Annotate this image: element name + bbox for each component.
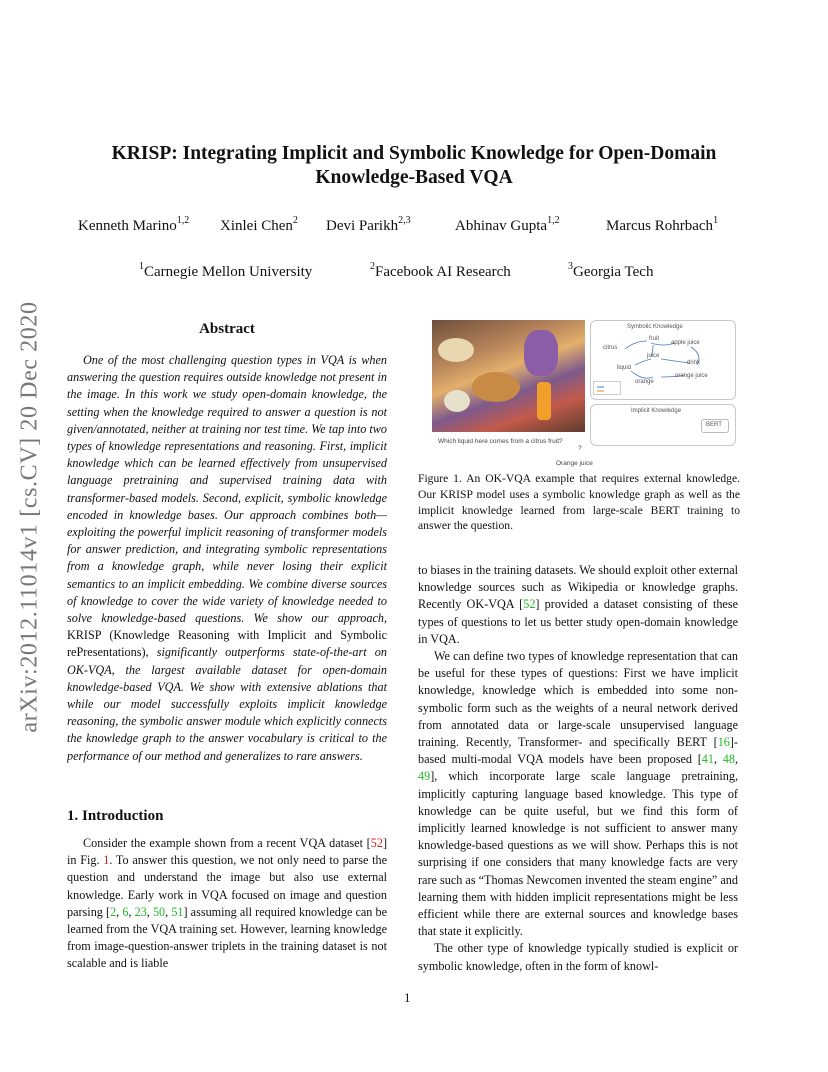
author: Marcus Rohrbach$^1$ (606, 215, 719, 234)
symbolic-knowledge-graph (590, 320, 736, 400)
citation-link[interactable]: 16 (717, 735, 730, 750)
author: Kenneth Marino$^{1,2}$ (78, 215, 190, 234)
citation-link[interactable]: 2 (110, 904, 117, 919)
affiliation: $^1$Carnegie Mellon University (139, 261, 313, 280)
figure-question-mark: ? (578, 445, 582, 452)
graph-legend (593, 381, 621, 395)
paragraph: The other type of knowledge typically studied is explicit or symbolic knowledge, often in the form of knowl- (418, 941, 738, 973)
bert-label: BERT (706, 422, 722, 428)
author: Xinlei Chen$^2$ (220, 215, 298, 234)
graph-node: orange juice (675, 373, 708, 379)
graph-title: Symbolic Knowledge (627, 324, 683, 330)
figure-answer: Orange juice (556, 460, 593, 467)
intro-paragraph: Consider the example shown from a recent VQA dataset [52] in Fig. 1. To answer this question, we not only need to parse the question and understand the image but also use external knowledge. Early work in VQA focused on image and question parsing [2, 6, 23, 50, 51] assuming all required knowledge can be learned from the VQA training set. However, learning knowledge from image-question-answer triplets in the training dataset is not scalable and is liable (67, 836, 388, 971)
affiliation: $^3$Georgia Tech (568, 261, 654, 280)
author-list (60, 215, 768, 240)
bert-box (701, 419, 729, 433)
arxiv-id: arXiv:2012.11014v1 [cs.CV] 20 Dec 2020 (16, 301, 43, 733)
section-heading-introduction: 1. Introduction (67, 808, 164, 824)
graph-node: fruit (649, 336, 660, 342)
figure-1 (432, 320, 734, 468)
citation-link[interactable]: 49 (418, 769, 431, 784)
graph-node: orange (635, 379, 654, 385)
citation-link[interactable]: 50 (152, 904, 166, 919)
graph-node: apple juice (671, 340, 700, 346)
graph-node: liquid (617, 365, 632, 371)
figure-question: Which liquid here comes from a citrus fruit? (438, 438, 563, 445)
abstract-heading: Abstract (199, 321, 255, 337)
affiliation: $^2$Facebook AI Research (370, 261, 511, 280)
graph-node: citrus (603, 345, 618, 351)
page-number: 1 (404, 990, 411, 1005)
affiliation-list (60, 261, 768, 286)
citation-link[interactable]: 41 (701, 752, 714, 767)
model-name: KRISP (Knowledge Reasoning with Implicit and Symbolic rePresentations), (67, 628, 387, 660)
figure-photo (432, 320, 585, 432)
citation-link[interactable]: 23 (134, 904, 147, 919)
author: Abhinav Gupta$^{1,2}$ (455, 215, 560, 234)
right-column-text: to biases in the training datasets. We should exploit other external knowledge sources such as Wikipedia or knowledge graphs. Recently OK-VQA [52] provided a dataset consisting of these types of questions to let us better study open-domain knowledge in VQA. We can define two types of knowledge representation that can be useful for these types of questions: First we have implicit knowledge, knowledge which is embedded into some non-symbolic form such as the weights of a neural network derived from annotated data or large-scale unsupervised language training. Recently, Transformer- and specifically BERT [16]-based multi-modal VQA models have been proposed [41, 48, 49], which incorporate large scale language pretraining, implicitly capturing language based knowledge. This type of knowledge can be quite useful, but we find this form of implicitly learned knowledge is not sufficient to answer many knowledge-based questions as we will show. Perhaps this is not surprising if one considers that many knowledge facts are very rare such as “Thomas Newcomen invented the steam engine” and learning them with hidden implicit representations might be less efficient while there are external sources and knowledge bases that state it explicitly. The other type of knowledge typically studied is explicit or symbolic knowledge, often in the form of knowl- (418, 562, 738, 975)
abstract-text: One of the most challenging question types in VQA is when answering the question requires outside knowledge not present in the image. In this work we study open-domain knowledge, the setting when the knowledge required to answer a question is not given/annotated, neither at training nor test time. We tap into two types of knowledge representations and reasoning. First, implicit knowledge which can be learned effectively from unsupervised language pretraining and supervised training data with transformer-based models. Second, explicit, symbolic knowledge encoded in knowledge bases. Our approach combines both—exploiting the powerful implicit reasoning of transformer models for answer prediction, and integrating symbolic representations from a knowledge graph, while never losing their explicit semantics to an implicit embedding. We combine diverse sources of knowledge to cover the wide variety of knowledge needed to solve knowledge-based questions. We show our approach, KRISP (Knowledge Reasoning with Implicit and Symbolic rePresentations), significantly outperforms state-of-the-art on OK-VQA, the largest available dataset for open-domain knowledge-based VQA. We show with extensive ablations that while our model successfully exploits implicit knowledge reasoning, the symbolic answer module which explicitly connects the knowledge graph to the answer vocabulary is critical to the performance of our method and generalizes to rare answers. (67, 353, 387, 763)
author: Devi Parikh$^{2,3}$ (326, 215, 411, 234)
paper-title: KRISP: Integrating Implicit and Symbolic Knowledge for Open-Domain Knowledge-Based VQA (111, 143, 717, 188)
implicit-title: Implicit Knowledge (631, 408, 682, 414)
citation-link[interactable]: 6 (122, 904, 129, 919)
citation-link[interactable]: 52 (523, 597, 536, 612)
implicit-knowledge-box (590, 404, 736, 446)
figure-caption: Figure 1. An OK-VQA example that requires external knowledge. Our KRISP model uses a symbolic knowledge graph as well as the implicit knowledge learned from large-scale BERT training to answer the question. (418, 472, 740, 533)
citation-link[interactable]: 52 (370, 836, 383, 850)
graph-node: drink (687, 360, 701, 366)
citation-link[interactable]: 51 (171, 904, 184, 919)
arxiv-stamp (8, 282, 52, 752)
figure-link[interactable]: 1 (103, 853, 110, 868)
citation-link[interactable]: 48 (722, 752, 735, 767)
graph-node: juice (647, 353, 660, 359)
